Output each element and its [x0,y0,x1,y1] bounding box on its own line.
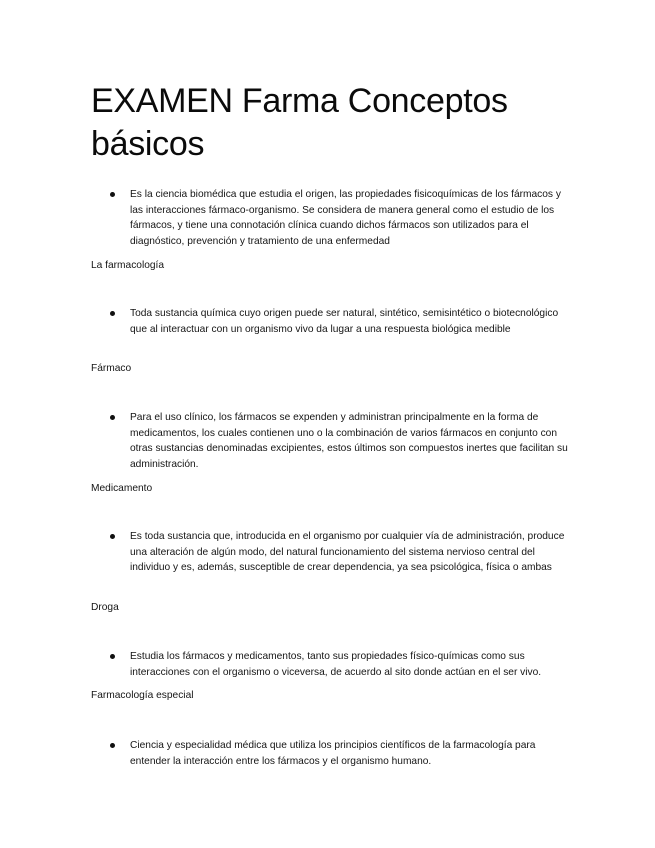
definition-text: Ciencia y especialidad médica que utiliza los principios científicos de la farmacología para entender la interacción entre los fármacos y el organismo humano. [130,740,536,767]
term-label: Farmacología especial [91,690,194,701]
bullet-icon [110,654,115,659]
term-label: Medicamento [91,483,153,494]
definition-text: Es toda sustancia que, introducida en el organismo por cualquier vía de administración, produce una alteración de algún modo, del natural funcionamiento del sistema nervioso central del individuo y es, además, susceptible de crear dependencia, ya sea psicológica, física o ambas [130,531,565,573]
definition-text: Es la ciencia biomédica que estudia el origen, las propiedades fisicoquímicas de los fármacos y las interacciones fármaco-organismo. Se considera de manera general como el estudio de los fármacos, y tiene una connotación clínica cuando dichos fármacos son utilizados para el diagnóstico, prevención y tratamiento de una enfermedad [130,189,561,247]
document-title: EXAMEN Farma Conceptos básicos [91,82,508,163]
definition-text: Estudia los fármacos y medicamentos, tanto sus propiedades físico-químicas como sus interacciones con el organismo o viceversa, de acuerdo al sito donde actúan en el ser vivo. [130,651,542,678]
term-label: La farmacología [91,260,165,271]
term-label: Droga [91,602,119,613]
bullet-icon [110,192,115,197]
bullet-icon [110,534,115,539]
bullet-icon [110,415,115,420]
term-label: Fármaco [91,363,132,374]
definition-text: Para el uso clínico, los fármacos se expenden y administran principalmente en la forma de medicamentos, los cuales contienen uno o la combinación de varios fármacos en conjunto con otras sustancias denominadas excipientes, estos últimos son compuestos inertes que facilitan su administración. [130,412,568,470]
definition-text: Toda sustancia química cuyo origen puede ser natural, sintético, semisintético o biotecnológico que al interactuar con un organismo vivo da lugar a una respuesta biológica medible [130,308,559,335]
bullet-icon [110,743,115,748]
bullet-icon [110,311,115,316]
